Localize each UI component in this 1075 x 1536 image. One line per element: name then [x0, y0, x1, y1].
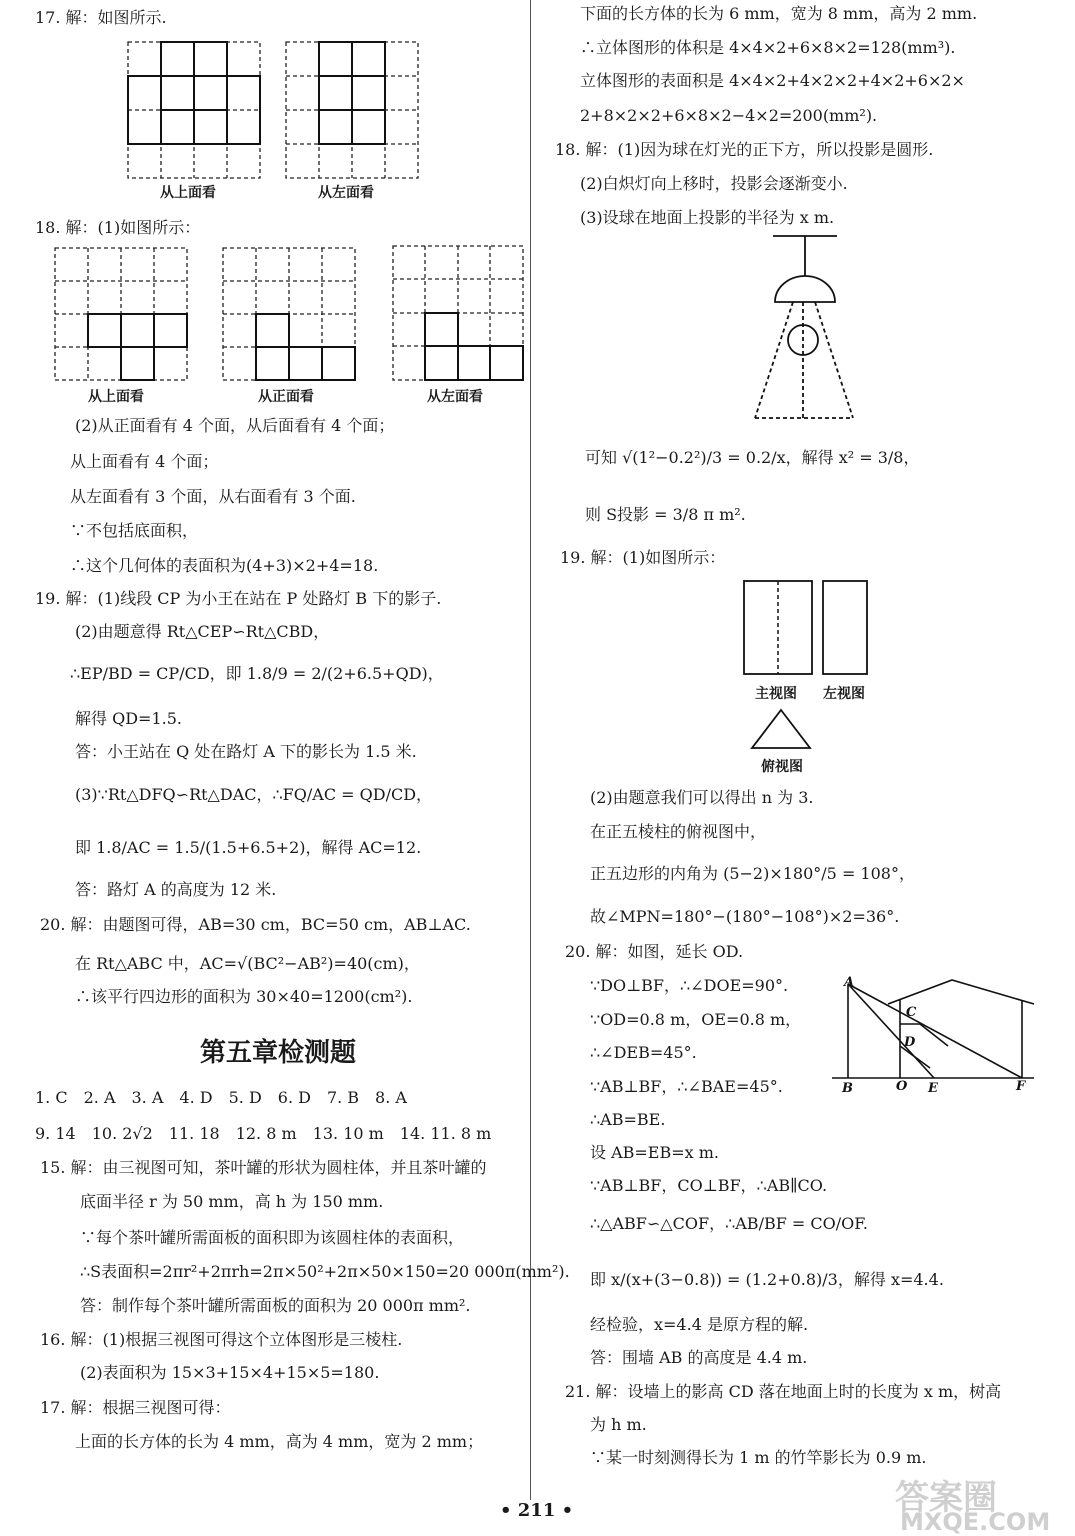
watermark-url: MXQE.COM: [900, 1508, 1051, 1536]
text-line: 21. 解：设墙上的影高 CD 落在地面上时的长度为 x m，树高: [565, 1382, 1002, 1401]
caption-front-view: 主视图: [755, 686, 797, 702]
answers-line-1: 1. C 2. A 3. A 4. D 5. D 6. D 7. B 8. A: [35, 1088, 407, 1107]
text-line: 答：围墙 AB 的高度是 4.4 m.: [590, 1348, 808, 1367]
text-line: (2)由题意我们可以得出 n 为 3.: [590, 788, 814, 807]
text-line: ∴立体图形的体积是 4×4×2+6×8×2=128(mm³).: [580, 38, 956, 57]
label-E: E: [928, 1081, 938, 1096]
text-line: ∴∠DEB=45°.: [590, 1043, 697, 1062]
text-line: (2)表面积为 15×3+15×4+15×5=180.: [80, 1363, 380, 1382]
answers-line-2: 9. 14 10. 2√2 11. 18 12. 8 m 13. 10 m 14. 11. 8 m: [35, 1124, 492, 1143]
text-line: 15. 解：由三视图可知，茶叶罐的形状为圆柱体，并且茶叶罐的: [40, 1158, 487, 1177]
formula-line: 即 1.8/AC = 1.5/(1.5+6.5+2)，解得 AC=12.: [75, 838, 422, 857]
text-line: (2)从正面看有 4 个面，从后面看有 4 个面；: [75, 416, 395, 435]
text-line: ∵每个茶叶罐所需面板的面积即为该圆柱体的表面积，: [80, 1228, 465, 1247]
label-C: C: [906, 1005, 917, 1020]
q17-caption-left: 从左面看: [318, 185, 374, 201]
q17-title: 17. 解：如图所示.: [35, 8, 167, 27]
text-line: 19. 解：(1)如图所示：: [560, 548, 726, 567]
q17-left-view-figure: [286, 42, 418, 178]
formula-line: 正五边形的内角为 (5−2)×180°/5 = 108°，: [590, 864, 915, 883]
top-view-figure: [750, 708, 812, 750]
q18-caption-left: 从左面看: [427, 389, 483, 405]
formula-line: 则 S投影 = 3/8 π m².: [585, 505, 746, 524]
q18-front-view-figure: [223, 248, 355, 380]
chapter-heading: 第五章检测题: [200, 1038, 357, 1068]
text-line: ∵OD=0.8 m，OE=0.8 m，: [590, 1010, 802, 1029]
q17-caption-top: 从上面看: [160, 185, 216, 201]
formula-line: 在 Rt△ABC 中，AC=√(BC²−AB²)=40(cm)，: [75, 954, 420, 973]
text-line: ∵不包括底面积，: [70, 521, 199, 540]
label-B: B: [842, 1081, 853, 1096]
text-line: 16. 解：(1)根据三视图可得这个立体图形是三棱柱.: [40, 1330, 403, 1349]
text-line: 18. 解：(1)因为球在灯光的正下方，所以投影是圆形.: [555, 140, 934, 159]
text-line: 答：路灯 A 的高度为 12 米.: [75, 880, 277, 899]
left-view-figure: [822, 580, 868, 675]
text-line: (2)白炽灯向上移时，投影会逐渐变小.: [580, 174, 848, 193]
q18-caption-front: 从正面看: [258, 389, 314, 405]
text-line: ∴这个几何体的表面积为(4+3)×2+4=18.: [70, 556, 379, 575]
text-line: 2+8×2×2+6×8×2−4×2=200(mm²).: [580, 106, 878, 125]
text-line: 答：制作每个茶叶罐所需面板的面积为 20 000π mm².: [80, 1296, 471, 1315]
formula-line: ∴EP/BD = CP/CD，即 1.8/9 = 2/(2+6.5+QD)，: [70, 664, 444, 683]
text-line: 从左面看有 3 个面，从右面看有 3 个面.: [70, 487, 356, 506]
caption-left-view: 左视图: [823, 686, 865, 702]
formula-line: ∴△ABF∽△COF，∴AB/BF = CO/OF.: [590, 1214, 868, 1233]
q18-left-view-figure: [393, 246, 523, 380]
label-O: O: [896, 1079, 908, 1094]
text-line: ∵AB⊥BF，CO⊥BF，∴AB∥CO.: [590, 1176, 828, 1195]
lamp-projection-figure: [745, 232, 865, 422]
label-F: F: [1016, 1079, 1026, 1094]
label-D: D: [904, 1035, 916, 1050]
text-line: 为 h m.: [590, 1415, 647, 1434]
wall-shadow-figure: [828, 976, 1038, 1094]
text-line: 20. 解：由题图可得，AB=30 cm，BC=50 cm，AB⊥AC.: [40, 915, 471, 934]
text-line: 从上面看有 4 个面；: [70, 452, 219, 471]
label-A: A: [844, 975, 855, 990]
text-line: 解得 QD=1.5.: [75, 709, 182, 728]
watermark-logo: 答案圈: [895, 1478, 997, 1518]
q18-title: 18. 解：(1)如图所示：: [35, 218, 201, 237]
formula-line: 即 x/(x+(3−0.8)) = (1.2+0.8)/3，解得 x=4.4.: [590, 1270, 944, 1289]
text-line: (2)由题意得 Rt△CEP∽Rt△CBD，: [75, 622, 330, 641]
text-line: 19. 解：(1)线段 CP 为小王在站在 P 处路灯 B 下的影子.: [35, 589, 442, 608]
text-line: ∴该平行四边形的面积为 30×40=1200(cm²).: [75, 987, 413, 1006]
text-line: 立体图形的表面积是 4×4×2+4×2×2+4×2+6×2×: [580, 71, 965, 90]
q18-top-view-figure: [55, 248, 187, 380]
text-line: ∵某一时刻测得长为 1 m 的竹竿影长为 0.9 m.: [590, 1448, 927, 1467]
text-line: ∵AB⊥BF，∴∠BAE=45°.: [590, 1077, 783, 1096]
text-line: 在正五棱柱的俯视图中，: [590, 822, 767, 841]
formula-line: 可知 √(1²−0.2²)/3 = 0.2/x，解得 x² = 3/8，: [585, 448, 920, 467]
text-line: 经检验，x=4.4 是原方程的解.: [590, 1315, 809, 1334]
text-line: 故∠MPN=180°−(180°−108°)×2=36°.: [590, 907, 900, 926]
text-line: ∴AB=BE.: [590, 1110, 666, 1129]
front-view-figure: [743, 580, 813, 675]
text-line: 下面的长方体的长为 6 mm，宽为 8 mm，高为 2 mm.: [580, 4, 978, 23]
text-line: 底面半径 r 为 50 mm，高 h 为 150 mm.: [80, 1192, 384, 1211]
text-line: 17. 解：根据三视图可得：: [40, 1398, 231, 1417]
page-number: • 211 •: [500, 1500, 574, 1521]
formula-line: ∴S表面积=2πr²+2πrh=2π×50²+2π×50×150=20 000π(mm²).: [80, 1262, 570, 1281]
text-line: (3)设球在地面上投影的半径为 x m.: [580, 208, 835, 227]
q18-caption-top: 从上面看: [88, 389, 144, 405]
q17-top-view-figure: [128, 42, 260, 178]
text-line: 20. 解：如图，延长 OD.: [565, 942, 744, 961]
text-line: 设 AB=EB=x m.: [590, 1143, 720, 1162]
caption-top-view: 俯视图: [761, 759, 803, 775]
text-line: 上面的长方体的长为 4 mm，高为 4 mm，宽为 2 mm；: [75, 1432, 484, 1451]
formula-line: (3)∵Rt△DFQ∽Rt△DAC，∴FQ/AC = QD/CD，: [75, 785, 433, 804]
text-line: ∵DO⊥BF，∴∠DOE=90°.: [590, 976, 789, 995]
text-line: 答：小王站在 Q 处在路灯 A 下的影长为 1.5 米.: [75, 742, 417, 761]
